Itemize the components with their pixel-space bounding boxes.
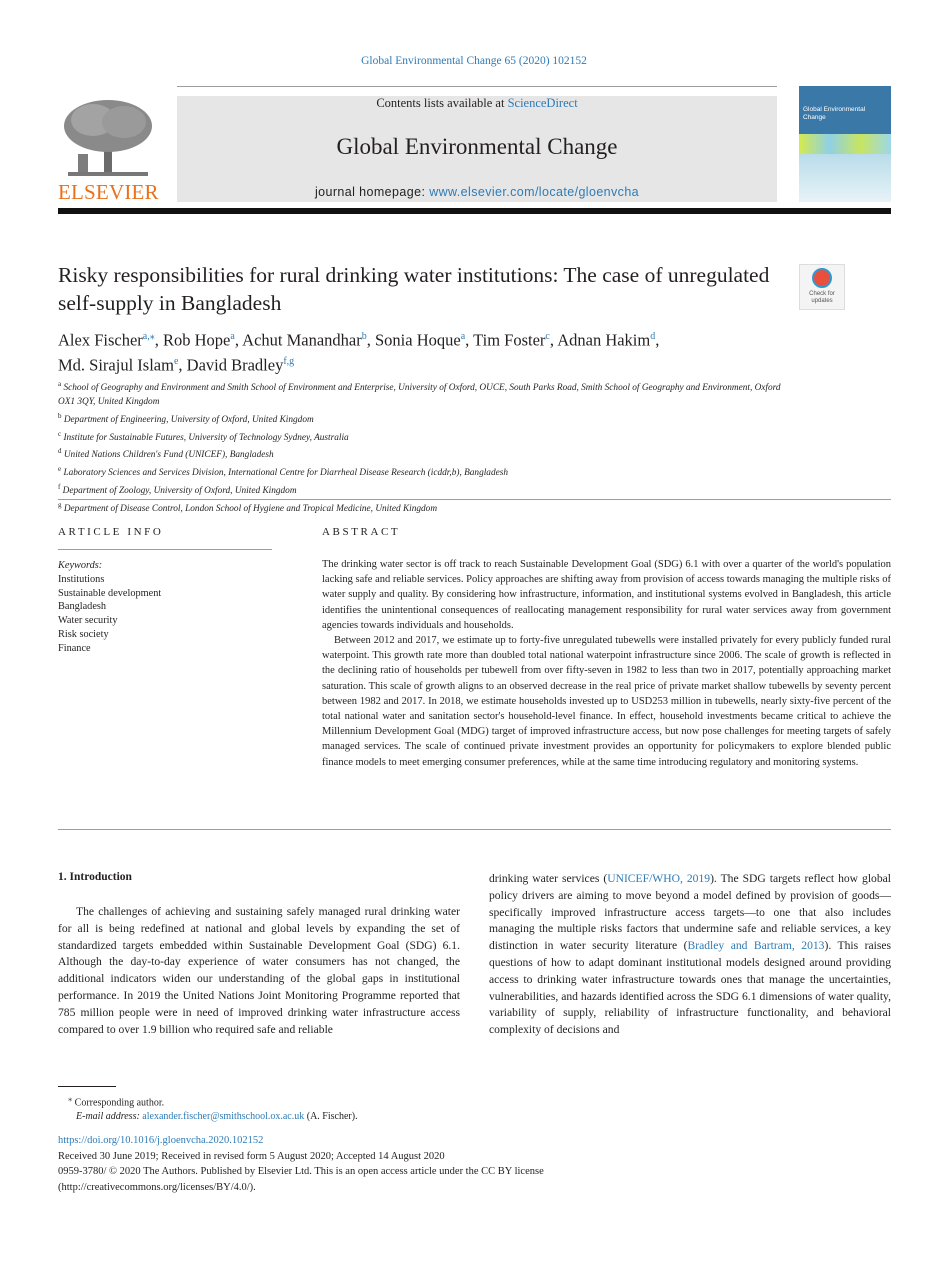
affiliation-text: Department of Disease Control, London School of Hygiene and Tropical Medicine, United Kingdom xyxy=(63,504,438,515)
contents-prefix: Contents lists available at xyxy=(376,96,508,110)
section-rule xyxy=(58,829,891,830)
crossmark-icon[interactable] xyxy=(799,264,845,310)
elsevier-tree-drawing xyxy=(58,94,158,180)
email-link[interactable]: alexander.fischer@smithschool.ox.ac.uk xyxy=(142,1111,305,1123)
citation-link[interactable]: Bradley and Bartram, 2013 xyxy=(687,939,825,953)
keyword: Bangladesh xyxy=(58,601,107,613)
affiliation-marker: a xyxy=(58,380,62,388)
keywords-label: Keywords: xyxy=(58,560,103,571)
affiliation-text: Department of Engineering, University of Oxford, United Kingdom xyxy=(63,414,314,425)
affiliation xyxy=(58,378,798,410)
author-sup[interactable]: e xyxy=(173,355,179,367)
journal-homepage xyxy=(177,185,777,199)
affiliation-text: Department of Zoology, University of Oxford, United Kingdom xyxy=(62,486,297,497)
author-sup[interactable]: c xyxy=(545,331,550,342)
intro-right-column xyxy=(489,871,891,1039)
affiliation xyxy=(58,445,798,463)
author-name[interactable]: Rob Hope xyxy=(162,330,231,350)
article-metadata xyxy=(58,1133,891,1195)
footnote-marker: ⁎ xyxy=(68,1094,73,1103)
abstract-body xyxy=(322,557,891,770)
affiliation-marker: d xyxy=(58,447,62,456)
citation-link[interactable]: UNICEF/WHO, 2019 xyxy=(607,872,711,885)
article-info-rule xyxy=(58,549,272,550)
received-dates: Received 30 June 2019; Received in revised form 5 August 2020; Accepted 14 August 2020 xyxy=(58,1150,445,1162)
author-name[interactable]: Achut Manandhar xyxy=(242,330,362,350)
affiliation-text: Laboratory Sciences and Services Division, International Centre for Diarrheal Disease Research (icddr,b), Bangladesh xyxy=(63,468,508,479)
affiliation xyxy=(58,499,798,517)
abstract-paragraph: Between 2012 and 2017, we estimate up to forty-five unregulated tubewells were installed privately for every publicly funded rural waterpoint. This growth rate more than doubled total national waterpoint infrastructure since 2006. The scale of growth is reflected in the declining ratio of households per tubewell from over fifty-seven in 1982 to less than two in 2017, potentially approaching market saturation. This scale of growth aligns to an observed decrease in the real price of private market shallow tubewells by seventy percent between 1982 and 2017. In 2018, we estimate households invested up to USD253 million in tubewells, nearly sixty-five percent of the total national water and sanitation sector's household-level finance. In effect, household investments became critical to achieve the Millennium Development Goal (MDG) target of improved infrastructure access, but now pose challenges for meeting targets of safely managed services. The scale of continued private investment provides an opportunity for policymakers to explore blended public finance models to meet emerging consumer preferences, while at the same time introducing regulatory and monitoring systems. xyxy=(322,635,891,768)
email-suffix: (A. Fischer). xyxy=(306,1111,358,1123)
affiliation xyxy=(58,410,798,428)
abstract-heading: ABSTRACT xyxy=(322,526,401,538)
affiliation xyxy=(58,481,798,499)
journal-cover-icon[interactable] xyxy=(799,86,891,202)
cover-title: Global Environmental Change xyxy=(803,106,866,121)
author-name[interactable]: Sonia Hoque xyxy=(375,330,461,350)
intro-left-column: The challenges of achieving and sustaining safely managed rural drinking water for all is being redefined at national and global levels by expanding the set of standardized targets embedded within Sustainable Development Goal (SDG) 6.1. Although the day-to-day experience of water consumers has not changed, the additional indicators widen our understanding of the global gaps in institutional performance. In 2019 the United Nations Joint Monitoring Programme reported that 785 million people were in need of improved drinking water infrastructure access compared to over 1.9 billion who required safe and reliable xyxy=(58,905,460,1036)
affiliation-list xyxy=(58,378,798,517)
intro-text: ). The SDG targets reflect how global policy drivers are aiming to move beyond a model defined by provision of goods—specifically improved infrastructure access targets—to one that also includes managing the multiple risks factors that undermine safe and reliable services, a key distinction in water security literature ( xyxy=(489,872,891,953)
cover-lower xyxy=(799,154,891,202)
keyword: Finance xyxy=(58,642,91,654)
keyword: Sustainable development xyxy=(58,587,162,599)
crossmark-label: Check for updates xyxy=(809,291,835,304)
author-list: Alex Fischer$^{a,⁎}$, Rob Hope$^a$, Achut Manandhar$^b$, Sonia Hoque$^a$, Tim Foster$^c$, Adnan Hakim$^d$, Md. Sirajul Islam$^e$, David Bradley$^{f,g}$ xyxy=(58,330,660,374)
elsevier-wordmark: ELSEVIER xyxy=(58,180,159,204)
header-heavy-rule xyxy=(58,208,891,214)
author-sup[interactable]: d xyxy=(650,331,656,342)
affiliation-marker: f xyxy=(58,483,61,492)
email-label: E-mail address: xyxy=(76,1111,140,1123)
intro-text: drinking water services ( xyxy=(489,872,608,885)
author-sup[interactable]: b xyxy=(361,331,367,342)
affiliation-text: School of Geography and Environment and Smith School of Environment and Enterprise, University of Oxford, OUCE, South Parks Road, Smith School of Geography and Environment, Oxford OX1 3QY, United Kingdom xyxy=(58,383,781,407)
section-heading: 1. Introduction xyxy=(58,871,132,883)
keywords-block xyxy=(58,559,272,656)
article-info-heading: ARTICLE INFO xyxy=(58,526,164,538)
author-sup[interactable]: a xyxy=(230,331,235,342)
journal-citation[interactable]: Global Environmental Change 65 (2020) 102152 xyxy=(361,55,587,67)
author-name[interactable]: Alex Fischer xyxy=(58,330,143,350)
keyword: Water security xyxy=(58,615,118,627)
author-name[interactable]: Md. Sirajul Islam xyxy=(58,355,174,374)
author-name[interactable]: Tim Foster xyxy=(473,330,546,350)
crossmark-circle xyxy=(812,268,832,288)
license-url[interactable]: (http://creativecommons.org/licenses/BY/4.0/). xyxy=(58,1181,256,1193)
header-rule xyxy=(177,86,777,87)
affiliation-text: United Nations Children's Fund (UNICEF), Bangladesh xyxy=(63,450,274,461)
affiliation-text: Institute for Sustainable Futures, University of Technology Sydney, Australia xyxy=(63,432,349,443)
affiliation xyxy=(58,463,798,481)
doi-link[interactable]: https://doi.org/10.1016/j.gloenvcha.2020.102152 xyxy=(58,1135,264,1146)
abstract-paragraph: The drinking water sector is off track to reach Sustainable Development Goal (SDG) 6.1 with over a quarter of the world's population lacking safe and reliable services. Policy approaches are shifting away from provision of access towards managing the multiple risks of water supply and quality. By considering how infrastructure, information, and institutional systems evolved in Bangladesh, this article identifies the unintentional consequences of reallocating management responsibility for rural water services away from government agencies towards individuals and households. xyxy=(322,559,891,631)
article-title: Risky responsibilities for rural drinking water institutions: The case of unregulated self-supply in Bangladesh xyxy=(58,263,770,315)
license-text: 0959-3780/ © 2020 The Authors. Published by Elsevier Ltd. This is an open access article under the CC BY license xyxy=(58,1166,544,1177)
corresponding-author: Corresponding author. xyxy=(74,1097,165,1109)
author-name[interactable]: David Bradley xyxy=(186,355,284,374)
affiliation xyxy=(58,428,798,446)
footnote xyxy=(58,1092,558,1124)
author-sup[interactable]: a xyxy=(460,331,466,342)
author-sup[interactable]: a,⁎ xyxy=(142,331,155,342)
affiliation-marker: b xyxy=(58,411,62,420)
affiliation-marker: c xyxy=(58,429,62,438)
footnote-rule xyxy=(58,1086,116,1087)
homepage-link[interactable]: www.elsevier.com/locate/gloenvcha xyxy=(429,185,640,199)
sciencedirect-link[interactable]: ScienceDirect xyxy=(507,96,578,110)
intro-text: ). This raises questions of how to adapt dominant institutional models designed around providing access to drinking water infrastructure towards ones that manage the uncertainties, vulnerabilities, and hazards identified across the SDG 6.1 dimensions of water quality, variability of supply, reliability of infrastructure functionality, and behavioral complexity of decisions and xyxy=(489,939,891,1037)
journal-title: Global Environmental Change xyxy=(336,134,618,159)
affiliation-marker: e xyxy=(58,465,62,474)
keyword: Risk society xyxy=(58,628,109,640)
footnote-line xyxy=(58,1110,558,1124)
homepage-prefix: journal homepage: xyxy=(314,185,430,199)
keyword: Institutions xyxy=(58,573,105,585)
author-sup[interactable]: f,g xyxy=(283,355,295,367)
author-name[interactable]: Adnan Hakim xyxy=(557,330,651,350)
section-rule xyxy=(58,499,891,500)
footnote-line xyxy=(58,1092,558,1110)
contents-availability xyxy=(177,96,777,111)
affiliation-marker: g xyxy=(58,501,62,510)
cover-band xyxy=(799,134,891,154)
